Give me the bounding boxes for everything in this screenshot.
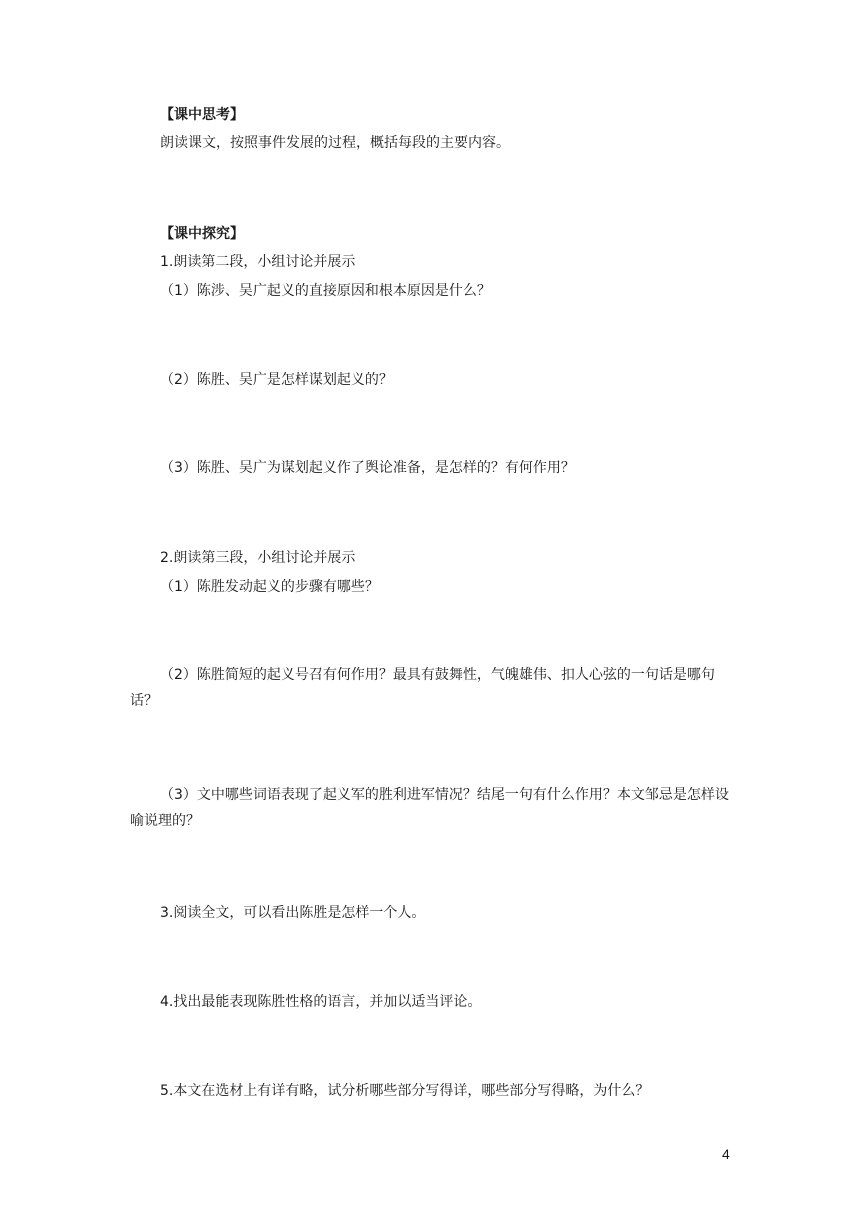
section-heading-explore: 【课中探究】 (160, 226, 244, 242)
question-1-3: （3）陈胜、吴广为谋划起义作了舆论准备，是怎样的？有何作用？ (160, 460, 575, 476)
question-2-3: （3）文中哪些词语表现了起义军的胜利进军情况？结尾一句有什么作用？本文邹忌是怎样设喻说理的？ (130, 787, 729, 829)
page-number: 4 (722, 1146, 730, 1162)
question-2-1: （1）陈胜发动起义的步骤有哪些？ (160, 579, 379, 595)
question-1-2: （2）陈胜、吴广是怎样谋划起义的？ (160, 372, 393, 388)
question-2-2: （2）陈胜简短的起义号召有何作用？最具有鼓舞性，气魄雄伟、扣人心弦的一句话是哪句话？ (130, 667, 715, 709)
question-4: 4.找出最能表现陈胜性格的语言，并加以适当评论。 (160, 994, 482, 1010)
think-prompt: 朗读课文，按照事件发展的过程，概括每段的主要内容。 (160, 135, 510, 151)
question-1-1: （1）陈涉、吴广起义的直接原因和根本原因是什么？ (160, 283, 491, 299)
question-5: 5.本文在选材上有详有略，试分析哪些部分写得详，哪些部分写得略，为什么？ (160, 1083, 650, 1099)
section-heading-think: 【课中思考】 (160, 107, 244, 123)
question-1-title: 1.朗读第二段，小组讨论并展示 (160, 254, 356, 270)
question-2-title: 2.朗读第三段，小组讨论并展示 (160, 550, 356, 566)
question-3: 3.阅读全文，可以看出陈胜是怎样一个人。 (160, 905, 426, 921)
